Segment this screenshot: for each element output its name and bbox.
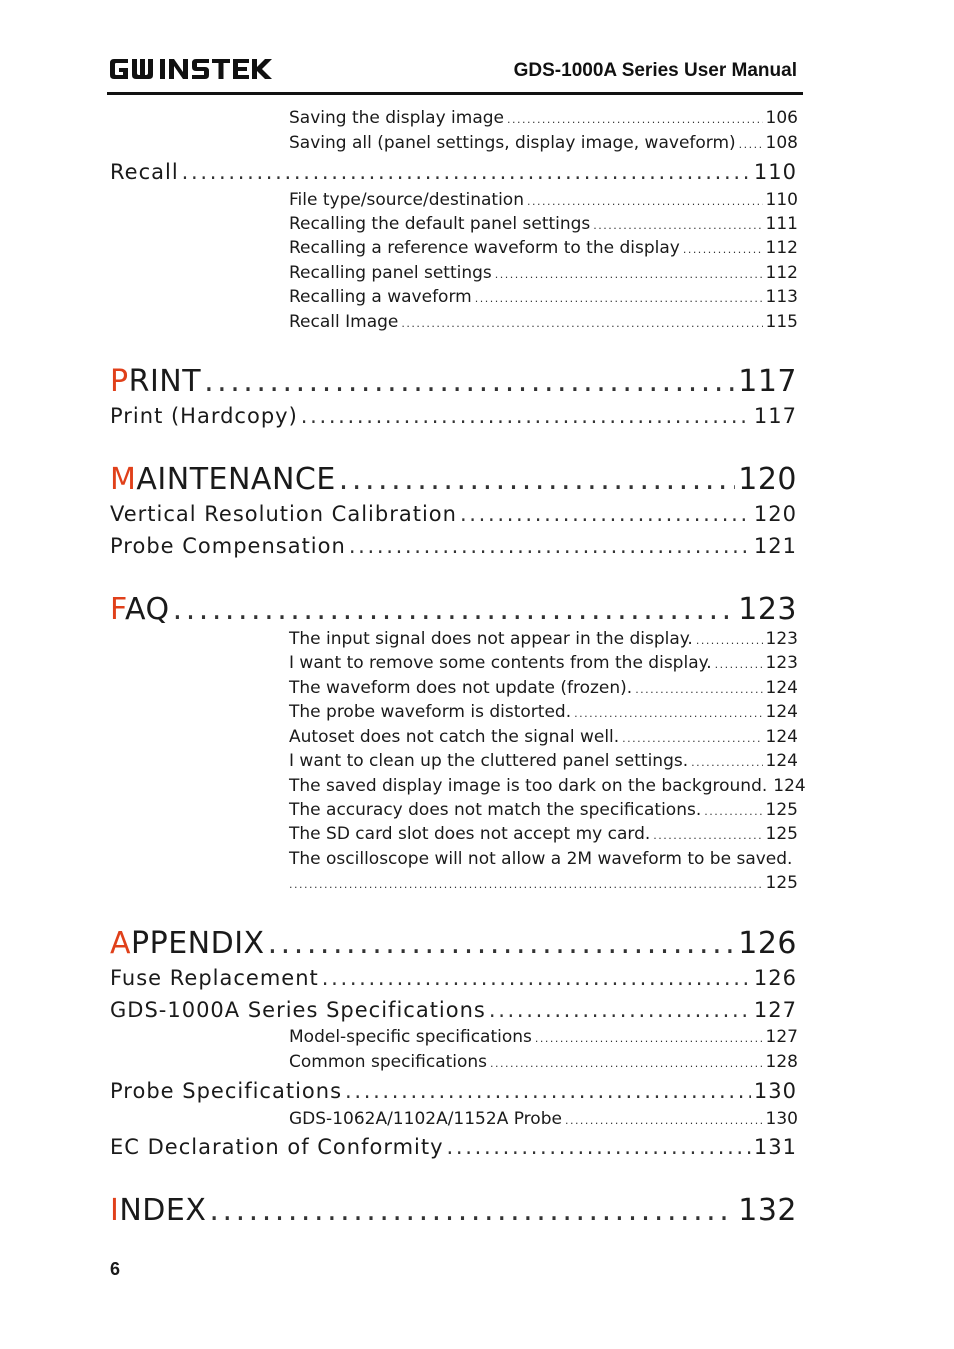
toc-subsection-title: Saving the display image <box>289 108 504 128</box>
toc-subsection-title: GDS-1062A/1102A/1152A Probe <box>289 1109 562 1129</box>
toc-subsection-title: Recalling the default panel settings <box>289 214 591 234</box>
dot-leader <box>339 462 735 497</box>
toc-subsection-title: Recalling panel settings <box>289 263 492 283</box>
toc-subsection-title: Recalling a reference waveform to the display <box>289 238 680 258</box>
dot-leader <box>704 800 762 820</box>
toc-page-number: 131 <box>753 1135 797 1159</box>
toc-entry-chapter[interactable] <box>110 592 797 627</box>
dot-leader <box>593 214 762 234</box>
chapter-initial: I <box>110 1193 120 1228</box>
toc-subsection-title: The probe waveform is distorted. <box>289 702 572 722</box>
dot-leader <box>527 190 763 210</box>
toc-page-number: 124 <box>765 727 798 747</box>
toc-subsection-title[interactable]: The oscilloscope will not allow a 2M waveform to be saved. <box>289 849 793 869</box>
dot-leader <box>204 364 735 399</box>
toc-entry-subsection[interactable] <box>289 1027 798 1047</box>
chapter-title-rest: AQ <box>125 592 170 627</box>
toc-section-title: GDS-1000A Series Specifications <box>110 998 486 1022</box>
toc-page-number: 124 <box>765 751 798 771</box>
toc-subsection-title: Recall Image <box>289 312 399 332</box>
dot-leader <box>322 966 751 990</box>
dot-leader <box>535 1027 763 1047</box>
toc-entry-subsection[interactable] <box>289 653 798 673</box>
toc-page-number: 111 <box>765 214 798 234</box>
toc-entry-subsection[interactable] <box>289 800 798 820</box>
toc-entry-chapter[interactable] <box>110 926 797 961</box>
toc-page-number: 125 <box>765 824 798 844</box>
toc-entry-subsection[interactable] <box>289 702 798 722</box>
toc-entry-section[interactable] <box>110 1135 797 1159</box>
toc-page-number: 110 <box>753 160 797 184</box>
toc-chapter-title <box>110 592 170 627</box>
toc-page-number: 108 <box>765 133 798 153</box>
toc-page-number: 123 <box>765 653 798 673</box>
toc-entry-subsection[interactable] <box>289 776 806 796</box>
dot-leader <box>622 727 762 747</box>
toc-subsection-title: The accuracy does not match the specifications. <box>289 800 702 820</box>
toc-entry-chapter[interactable] <box>110 364 797 399</box>
toc-page-number: 121 <box>753 534 797 558</box>
toc-subsection-title: Common specifications <box>289 1052 488 1072</box>
chapter-initial: P <box>110 364 129 399</box>
dot-leader <box>574 702 762 722</box>
dot-leader <box>301 404 751 428</box>
toc-entry-subsection[interactable] <box>289 824 798 844</box>
toc-entry-section[interactable] <box>110 404 797 428</box>
dot-leader <box>209 1193 735 1228</box>
toc-entry-subsection[interactable] <box>289 214 798 234</box>
toc-page-number: 106 <box>765 108 798 128</box>
dot-leader <box>683 238 763 258</box>
toc-page-number: 110 <box>765 190 798 210</box>
toc-chapter-title <box>110 1193 206 1228</box>
toc-page-number: 125 <box>765 873 798 893</box>
dot-leader <box>495 263 763 283</box>
toc-section-title: Print (Hardcopy) <box>110 404 298 428</box>
chapter-title-rest: AINTENANCE <box>136 462 336 497</box>
manual-title: GDS-1000A Series User Manual <box>513 60 797 81</box>
toc-page-number: 120 <box>753 502 797 526</box>
toc-subsection-title: Model-specific specifications <box>289 1027 532 1047</box>
toc-page-number: 112 <box>765 238 798 258</box>
chapter-title-rest: RINT <box>128 364 202 399</box>
toc-page-number: 126 <box>753 966 797 990</box>
toc-page-number: 112 <box>765 263 798 283</box>
dot-leader <box>715 653 763 673</box>
toc-page-number: 124 <box>765 702 798 722</box>
toc-entry-subsection[interactable] <box>289 1109 798 1129</box>
dot-leader <box>173 592 736 627</box>
toc-subsection-title: The waveform does not update (frozen). <box>289 678 633 698</box>
toc-page-number: 124 <box>765 678 798 698</box>
toc-section-title: Probe Specifications <box>110 1079 343 1103</box>
toc-subsection-title: The input signal does not appear in the display. <box>289 629 693 649</box>
chapter-initial: M <box>110 462 137 497</box>
toc-entry-section[interactable] <box>110 1079 797 1103</box>
dot-leader <box>460 502 751 526</box>
toc-entry-subsection[interactable] <box>289 751 798 771</box>
toc-entry-chapter[interactable] <box>110 462 797 497</box>
toc-page-number: 120 <box>738 462 797 497</box>
toc-entry-section[interactable] <box>110 160 797 184</box>
dot-leader <box>739 133 763 153</box>
toc-entry-section[interactable] <box>110 966 797 990</box>
toc-entry-subsection[interactable] <box>289 312 798 332</box>
toc-page-number: 123 <box>738 592 797 627</box>
page-number: 6 <box>110 1259 121 1279</box>
dot-leader <box>565 1109 763 1129</box>
chapter-initial: F <box>110 592 126 627</box>
chapter-title-rest: PPENDIX <box>131 926 265 961</box>
toc-subsection-title: The SD card slot does not accept my card. <box>289 824 651 844</box>
toc-entry-subsection[interactable] <box>289 190 798 210</box>
dot-leader <box>696 629 763 649</box>
toc-subsection-title: I want to clean up the cluttered panel settings. <box>289 751 689 771</box>
toc-entry-subsection[interactable] <box>289 238 798 258</box>
dot-leader <box>182 160 751 184</box>
toc-entry-subsection[interactable] <box>289 678 798 698</box>
dot-leader <box>489 998 751 1022</box>
dot-leader <box>691 751 762 771</box>
dot-leader <box>345 1079 751 1103</box>
toc-subsection-title: Saving all (panel settings, display image, waveform) <box>289 133 736 153</box>
toc-page-number: 113 <box>765 287 798 307</box>
toc-entry-section[interactable] <box>110 998 797 1022</box>
toc-page-number: 115 <box>765 312 798 332</box>
toc-page-number: 123 <box>765 629 798 649</box>
dot-leader <box>635 678 762 698</box>
toc-page-number: 130 <box>765 1109 798 1129</box>
chapter-title-rest: NDEX <box>119 1193 207 1228</box>
toc-entry-subsection[interactable] <box>289 133 798 153</box>
toc-page-number: 117 <box>753 404 797 428</box>
toc-section-title: EC Declaration of Conformity <box>110 1135 444 1159</box>
toc-chapter-title <box>110 926 265 961</box>
dot-leader <box>507 108 763 128</box>
toc-subsection-title: File type/source/destination <box>289 190 524 210</box>
toc-chapter-title <box>110 462 336 497</box>
toc-entry-section[interactable] <box>110 534 797 558</box>
toc-page-number: 132 <box>738 1193 797 1228</box>
toc-page-number: 125 <box>765 800 798 820</box>
toc-subsection-title: I want to remove some contents from the display. <box>289 653 712 673</box>
chapter-initial: A <box>110 926 132 961</box>
dot-leader <box>653 824 762 844</box>
toc-section-title: Probe Compensation <box>110 534 346 558</box>
dot-leader <box>289 873 763 893</box>
toc-page-number: 126 <box>738 926 797 961</box>
toc-page-number: 127 <box>753 998 797 1022</box>
toc-entry-subsection[interactable] <box>289 727 798 747</box>
toc-subsection-title: The saved display image is too dark on the background. <box>289 776 768 796</box>
toc-entry-section[interactable] <box>110 502 797 526</box>
toc-page-number: 117 <box>738 364 797 399</box>
dot-leader <box>401 312 762 332</box>
toc-page-number: 127 <box>765 1027 798 1047</box>
dot-leader <box>349 534 751 558</box>
dot-leader <box>447 1135 751 1159</box>
toc-section-title: Recall <box>110 160 179 184</box>
toc-entry-chapter[interactable] <box>110 1193 797 1228</box>
toc-section-title: Vertical Resolution Calibration <box>110 502 457 526</box>
toc-section-title: Fuse Replacement <box>110 966 319 990</box>
toc-chapter-title <box>110 364 201 399</box>
toc-entry-subsection[interactable] <box>289 1052 798 1072</box>
dot-leader <box>268 926 736 961</box>
toc-entry-subsection[interactable] <box>289 629 798 649</box>
toc-page-number: 130 <box>753 1079 797 1103</box>
toc-entry-subsection[interactable] <box>289 108 798 128</box>
toc-subsection-title: Recalling a waveform <box>289 287 472 307</box>
toc-page-number: 128 <box>765 1052 798 1072</box>
dot-leader <box>490 1052 763 1072</box>
toc-page-number: 124 <box>773 776 806 796</box>
toc-entry-subsection[interactable] <box>289 287 798 307</box>
toc-subsection-title: Autoset does not catch the signal well. <box>289 727 620 747</box>
toc-entry-subsection[interactable] <box>289 263 798 283</box>
toc-entry-subsection[interactable] <box>289 873 798 893</box>
dot-leader <box>475 287 763 307</box>
